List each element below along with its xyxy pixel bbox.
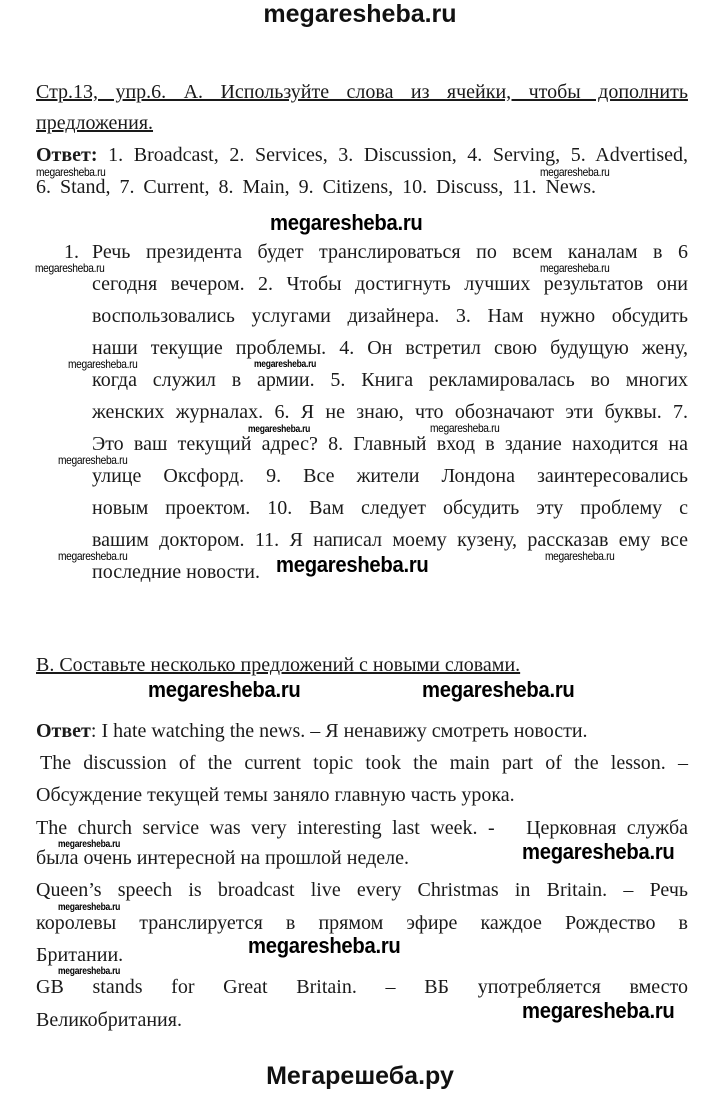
part-b-line: Великобритания. (36, 1009, 182, 1031)
answer-label: Ответ: (36, 144, 98, 166)
list-number: 1. (64, 241, 79, 263)
watermark: megaresheba.ru (248, 933, 401, 958)
translation-line: Это ваш текущий адрес? 8. Главный вход в здание находится на (92, 433, 688, 455)
watermark: megaresheba.ru (422, 677, 575, 702)
watermark: megaresheba.ru (148, 677, 301, 702)
part-b-line (36, 719, 588, 743)
watermark: megaresheba.ru (276, 552, 429, 577)
watermark: megaresheba.ru (36, 165, 106, 179)
translation-line: сегодня вечером. 2. Чтобы достигнуть лучших результатов они (92, 273, 688, 295)
watermark: megaresheba.ru (540, 261, 610, 275)
part-b-line: Британии. (36, 944, 124, 966)
watermark: megaresheba.ru (522, 998, 675, 1023)
translation-line: женских журналах. 6. Я не знаю, что обозначают эти буквы. 7. (92, 401, 688, 423)
part-b-line: GB stands for Great Britain. – ВБ употребляется вместо (36, 976, 688, 998)
watermark: megaresheba.ru (35, 261, 105, 275)
watermark: megaresheba.ru (522, 839, 675, 864)
watermark: megaresheba.ru (430, 421, 500, 435)
translation-line: улице Оксфорд. 9. Все жители Лондона заинтересовались (92, 465, 688, 487)
translation-line: последние новости. (92, 561, 260, 583)
watermark: megaresheba.ru (68, 357, 138, 371)
part-b-line: Queen’s speech is broadcast live every Christmas in Britain. – Речь (36, 879, 688, 901)
watermark: megaresheba.ru (58, 839, 121, 850)
watermark: megaresheba.ru (545, 549, 615, 563)
watermark: megaresheba.ru (58, 966, 121, 977)
watermark: megaresheba.ru (58, 902, 121, 913)
translation-line: наши текущие проблемы. 4. Он встретил свою будущую жену, (92, 337, 688, 359)
part-b-line: Обсуждение текущей темы заняло главную часть урока. (36, 784, 515, 806)
part-b-title: B. Составьте несколько предложений с новыми словами. (36, 654, 521, 676)
translation-line: Речь президента будет транслироваться по всем каналам в 6 (92, 241, 688, 263)
watermark: megaresheba.ru (248, 424, 311, 435)
answer-text: : I hate watching the news. – Я ненавижу смотреть новости. (90, 720, 588, 742)
watermark: megaresheba.ru (58, 453, 128, 467)
translation-line: вашим доктором. 11. Я написал моему кузену, рассказав ему все (92, 529, 688, 551)
translation-line: воспользовались услугами дизайнера. 3. Нам нужно обсудить (92, 305, 688, 327)
watermark: megaresheba.ru (540, 165, 610, 179)
part-b-line: была очень интересной на прошлой неделе. (36, 847, 409, 869)
translation-line: когда служил в армии. 5. Книга рекламировалась во многих (92, 369, 688, 391)
part-b-line: королевы транслируется в прямом эфире каждое Рождество в (36, 912, 688, 934)
exercise-title-line-1: Стр.13, упр.6. А. Используйте слова из ячейки, чтобы дополнить (36, 81, 688, 103)
answer-line-1 (36, 143, 688, 167)
translation-line: новым проектом. 10. Вам следует обсудить эту проблему с (92, 497, 688, 519)
site-footer: Мегарешеба.ру (266, 1062, 454, 1090)
watermark: megaresheba.ru (58, 549, 128, 563)
answer-text: 1. Broadcast, 2. Services, 3. Discussion, 4. Serving, 5. Advertised, (97, 144, 688, 166)
site-header: megaresheba.ru (263, 0, 457, 28)
part-b-line: The church service was very interesting last week. - Церковная служба (36, 817, 688, 839)
watermark: megaresheba.ru (254, 359, 317, 370)
answer-line-2: 6. Stand, 7. Current, 8. Main, 9. Citizens, 10. Discuss, 11. News. (36, 176, 596, 198)
watermark: megaresheba.ru (270, 210, 423, 235)
part-b-line: The discussion of the current topic took the main part of the lesson. – (40, 752, 688, 774)
exercise-title-line-2: предложения. (36, 112, 154, 134)
answer-label: Ответ (36, 720, 91, 742)
